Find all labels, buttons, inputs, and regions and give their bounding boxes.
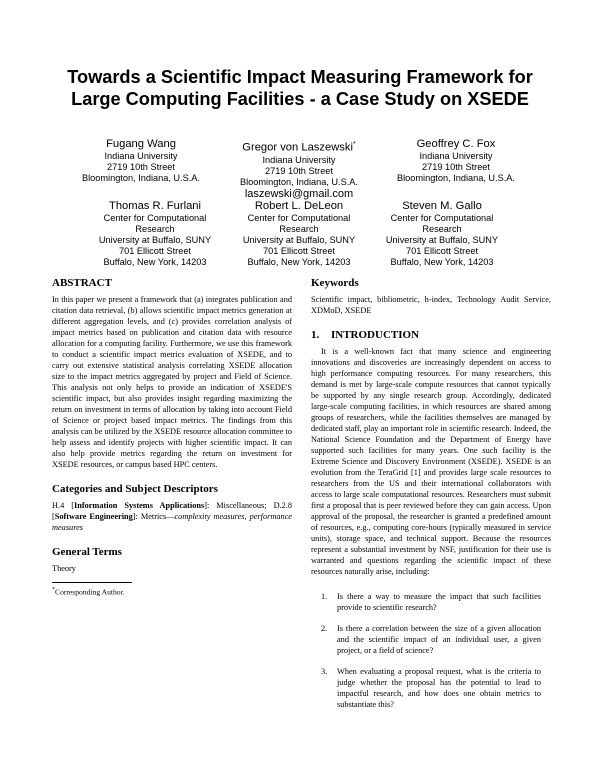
- left-column: [52, 276, 292, 598]
- list-item-text: When evaluating a proposal request, what is the criteria to judge whether the proposal has the potential to lead to impactful research, and how does one obtain metrics to substantiate this?: [337, 667, 541, 709]
- general-terms-text: Theory: [52, 564, 76, 573]
- list-item-text: Is there a way to measure the impact that such facilities provide to scientific research?: [337, 592, 541, 612]
- author-university: University at Buffalo, SUNY: [98, 235, 212, 245]
- author-city: Buffalo, New York, 14203: [247, 257, 351, 267]
- author-name: Gregor von Laszewski: [242, 141, 353, 154]
- question-list: [311, 591, 551, 710]
- introduction-text: It is a well-known fact that many science and engineering innovations and discoveries are increasingly dependent on access to high performance computing resources. For many researchers, this demand is met by large-scale compute resources that cannot typically be supported by any single research group. Accordingly, dedicated large-scale computing facilities, in which resources are shared among groups of researchers, while the facilities themselves are managed by dedicated staff, play an important role in scientific research. Indeed, the National Science Foundation and the Department of Energy have supported such facilities for many years. One such facility is the Extreme Science and Discovery Environment (XSEDE). XSEDE is an evolution from the TeraGrid [1] and provides large scale resources to researchers from the US and their international collaborators with access to large scale computational resources. Researchers must submit first a proposal that is peer reviewed before they can gain access. Upon approval of the proposal, the researcher is granted a predefined amount of resources, e.g., computing core-hours (typically measured in service units), storage space, and technical support. Because the resources represent a substantial investment by NSF, justification for their use is warranted and questions regarding the scientific impact of these resources naturally arise, including:: [311, 347, 551, 576]
- categories-heading: Categories and Subject Descriptors: [52, 483, 218, 495]
- author-city: Bloomington, Indiana, U.S.A.: [397, 173, 515, 183]
- author-robert-deleon: [224, 200, 374, 268]
- list-item: [311, 623, 551, 656]
- general-terms-heading: General Terms: [52, 546, 122, 558]
- introduction-heading: [311, 328, 551, 342]
- author-street: 2719 10th Street: [265, 165, 333, 176]
- keywords-text: Scientific impact, bibliometric, h-index, Technology Audit Service, XDMoD, XSEDE: [311, 295, 551, 315]
- title-line-1: Towards a Scientific Impact Measuring Framework for: [67, 67, 533, 87]
- author-city: Bloomington, Indiana, U.S.A.: [82, 173, 200, 183]
- category-1-rest: ]: Miscellaneous;: [204, 501, 267, 510]
- author-gregor-von-laszewski: [224, 138, 374, 201]
- author-affiliation: Center for Computational: [247, 213, 351, 223]
- category-1-code: H.4 [: [52, 501, 74, 510]
- author-affiliation: Center for Computational: [390, 213, 494, 223]
- list-item-number: 1.: [321, 592, 328, 601]
- footnote-text: Corresponding Author.: [55, 587, 125, 597]
- author-street: 701 Ellicott Street: [118, 246, 191, 256]
- section-number: 1.: [311, 329, 320, 341]
- author-city: Buffalo, New York, 14203: [390, 257, 494, 267]
- author-affiliation-2: Research: [279, 224, 319, 234]
- section-title: INTRODUCTION: [331, 329, 420, 341]
- category-1-name: Information Systems Applications: [74, 501, 205, 510]
- author-affiliation: Indiana University: [262, 154, 336, 165]
- author-name-wrapper: [224, 138, 374, 155]
- author-street: 2719 10th Street: [107, 162, 175, 172]
- author-name: Steven M. Gallo: [402, 200, 482, 212]
- author-name: Thomas R. Furlani: [108, 200, 201, 212]
- list-item: [311, 666, 551, 710]
- category-2-descriptors: complexity measures, performance measures: [52, 512, 292, 532]
- categories-text: [52, 500, 292, 533]
- author-affiliation: Indiana University: [419, 151, 493, 161]
- category-2-name: Software Engineering: [54, 512, 133, 521]
- author-steven-gallo: [367, 200, 517, 268]
- author-street: 2719 10th Street: [422, 162, 490, 172]
- author-affiliation-2: Research: [135, 224, 175, 234]
- author-email: laszewski@gmail.com: [244, 187, 354, 200]
- author-name: Geoffrey C. Fox: [416, 138, 496, 150]
- list-item-number: 2.: [321, 624, 328, 633]
- author-name: Robert L. DeLeon: [254, 200, 344, 212]
- author-university: University at Buffalo, SUNY: [385, 235, 499, 245]
- author-affiliation: Indiana University: [104, 151, 178, 161]
- footnote: [52, 585, 292, 598]
- author-fugang-wang: [66, 138, 216, 184]
- paper-title: [40, 66, 560, 110]
- right-column: [311, 276, 551, 720]
- author-affiliation: Center for Computational: [103, 213, 207, 223]
- corresponding-author-mark: *: [352, 141, 356, 148]
- author-street: 701 Ellicott Street: [262, 246, 335, 256]
- keywords-heading: Keywords: [311, 277, 359, 289]
- author-affiliation-2: Research: [422, 224, 462, 234]
- author-city: Bloomington, Indiana, U.S.A.: [240, 176, 358, 187]
- footnote-mark: *: [52, 587, 55, 593]
- category-2-rest: ]: Metrics—: [132, 512, 175, 521]
- author-university: University at Buffalo, SUNY: [242, 235, 356, 245]
- abstract-heading: ABSTRACT: [52, 277, 112, 289]
- author-city: Buffalo, New York, 14203: [103, 257, 207, 267]
- author-street: 701 Ellicott Street: [405, 246, 478, 256]
- title-line-2: Large Computing Facilities - a Case Study on XSEDE: [71, 89, 529, 109]
- abstract-text: In this paper we present a framework that (a) integrates publication and citation data retrieval, (b) allows scientific impact metrics generation at different aggregation levels, and (c) provides correlation analysis of impact metrics based on publication and citation data with resource allocation for a computing facility. Furthermore, we use this framework to conduct a scientific impact metrics evaluation of XSEDE, and to carry out extensive statistical analysis correlating XSEDE allocation size to the impact metrics aggregated by project and Field of Science. This analysis not only helps to provide an indication of XSEDE'S scientific impact, but also provides insight regarding maximizing the return on investment in terms of allocation by taking into account Field of Science or project based impact metrics. The findings from this analysis can be utilized by the XSEDE resource allocation committee to help assess and identify projects with higher scientific impact. It can also help provide metrics regarding the return on investment for XSEDE resources, or campus based HPC centers.: [52, 295, 292, 469]
- author-name: Fugang Wang: [106, 138, 176, 150]
- footnote-rule: [52, 582, 132, 583]
- list-item: [311, 591, 551, 613]
- list-item-number: 3.: [321, 667, 328, 676]
- author-thomas-furlani: [80, 200, 230, 268]
- category-2-code: D.2.8 [: [52, 501, 293, 521]
- author-geoffrey-fox: [381, 138, 531, 184]
- list-item-text: Is there a correlation between the size of a given allocation and the scientific impact of an individual user, a given project, or a field of science?: [337, 624, 541, 655]
